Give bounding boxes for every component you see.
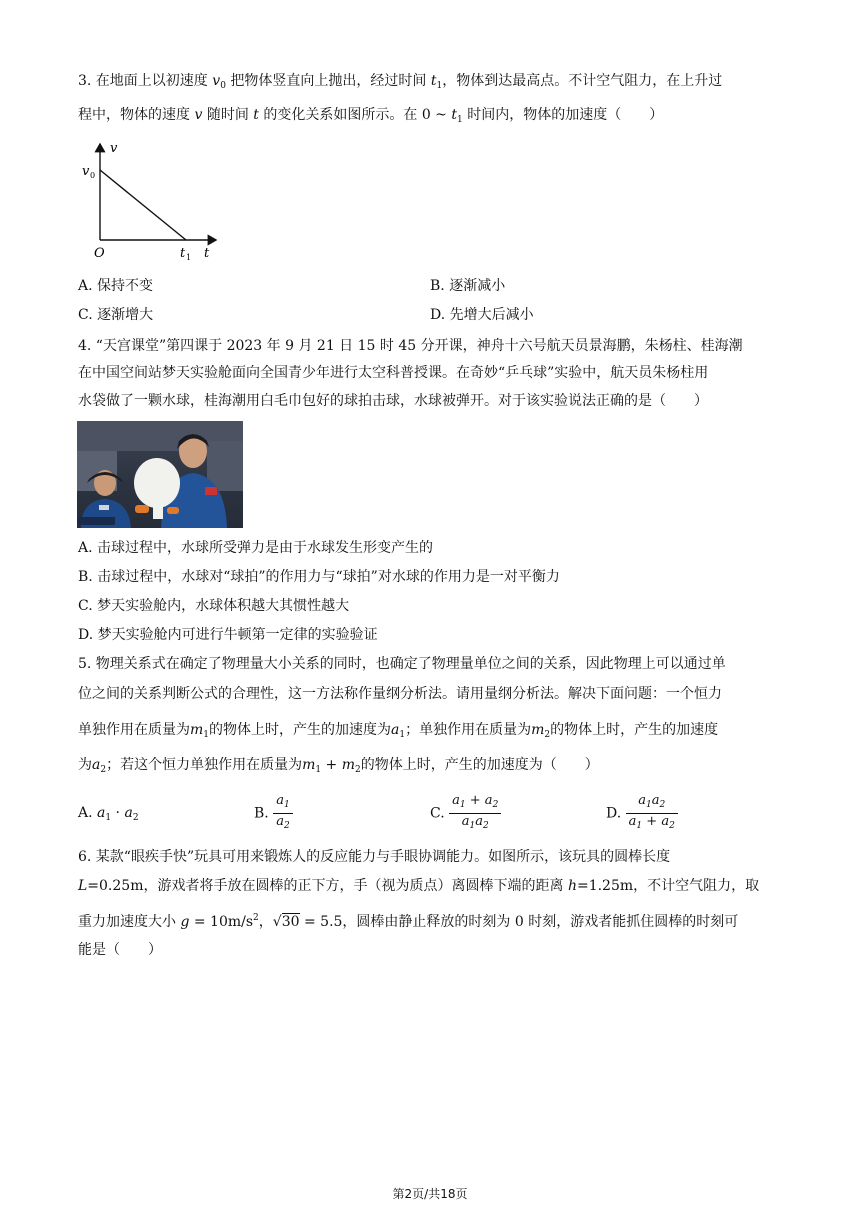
q4-option-c: C. 梦天实验舱内，水球体积越大其惯性越大	[78, 598, 350, 614]
q6-line-4: 能是（ ）	[78, 942, 162, 958]
velocity-time-graph	[78, 136, 228, 262]
v0-subscript: 0	[90, 171, 96, 180]
q3-option-d: D. 先增大后减小	[430, 307, 534, 323]
q3-line-1: 3. 在地面上以初速度 $v_0$ 把物体竖直向上抛出，经过时间 $t_1$，物体到达最高点。不计空气阻力，在上升过	[78, 73, 723, 91]
q5-line-2: 位之间的关系判断公式的合理性，这一方法称作量纲分析法。请用量纲分析法。解决下面问题：一个恒力	[78, 686, 722, 702]
q5-option-a: A. $a_1 \cdot a_2$	[78, 805, 139, 823]
q6-line-1: 6. 某款“眼疾手快”玩具可用来锻炼人的反应能力与手眼协调能力。如图所示，该玩具的圆棒长度	[78, 849, 671, 865]
q6-line-2: L=0.25m，游戏者将手放在圆棒的正下方，手（视为质点）离圆棒下端的距离 h=1.25m，不计空气阻力，取	[78, 878, 760, 894]
t1-label: t	[180, 246, 186, 261]
q5-line-4: 为$a_2$；若这个恒力单独作用在质量为$m_1 + m_2$的物体上时，产生的加速度为（ ）	[78, 757, 599, 775]
q4-option-b: B. 击球过程中，水球对“球拍”的作用力与“球拍”对水球的作用力是一对平衡力	[78, 569, 560, 585]
q3-option-c: C. 逐渐增大	[78, 307, 154, 323]
q5-option-c: C. $\frac{a_1 + a_2}{a_1a_2}$	[430, 793, 501, 834]
q6-line-3: 重力加速度大小 $g = 10m/s^2$，√30 = 5.5，圆棒由静止释放的时刻为 0 时刻，游戏者能抓住圆棒的时刻可	[78, 913, 739, 930]
q5-line-1: 5. 物理关系式在确定了物理量大小关系的同时，也确定了物理量单位之间的关系，因此物理上可以通过单	[78, 656, 726, 672]
astronaut-photo-drawing	[77, 421, 243, 528]
q4-line-1: 4. “天宫课堂”第四课于 2023 年 9 月 21 日 15 时 45 分开课，神舟十六号航天员景海鹏，朱杨柱、桂海潮	[78, 338, 743, 354]
v0-label: v	[82, 164, 90, 179]
q4-option-d: D. 梦天实验舱内可进行牛顿第一定律的实验验证	[78, 627, 378, 643]
origin-label: O	[94, 246, 105, 261]
q3-option-b: B. 逐渐减小	[430, 278, 506, 294]
q3-line-2: 程中，物体的速度 v 随时间 t 的变化关系如图所示。在 0 ~ $t_1$ 时间内，物体的加速度（ ）	[78, 107, 664, 125]
t-axis-label: t	[204, 246, 210, 261]
velocity-line	[100, 170, 186, 240]
astronaut-photo	[77, 421, 243, 528]
q4-line-2: 在中国空间站梦天实验舱面向全国青少年进行太空科普授课。在奇妙“乒乓球”实验中，航天员朱杨柱用	[78, 365, 709, 381]
sqrt-symbol: √	[272, 914, 282, 930]
q3-option-a: A. 保持不变	[78, 278, 154, 294]
q5-line-3: 单独作用在质量为$m_1$的物体上时，产生的加速度为$a_1$；单独作用在质量为$m_2$的物体上时，产生的加速度	[78, 722, 719, 740]
q4-option-a: A. 击球过程中，水球所受弹力是由于水球发生形变产生的	[78, 540, 434, 556]
page-footer: 第2页/共18页	[392, 1187, 468, 1201]
q5-option-b: B. $\frac{a_1}{a_2}$	[254, 793, 293, 834]
v-axis-label: v	[110, 141, 118, 156]
t1-subscript: 1	[186, 253, 192, 262]
q5-option-d: D. $\frac{a_1a_2}{a_1 + a_2}$	[606, 793, 678, 834]
q4-line-3: 水袋做了一颗水球，桂海潮用白毛巾包好的球拍击球，水球被弹开。对于该实验说法正确的是（ ）	[78, 393, 708, 409]
